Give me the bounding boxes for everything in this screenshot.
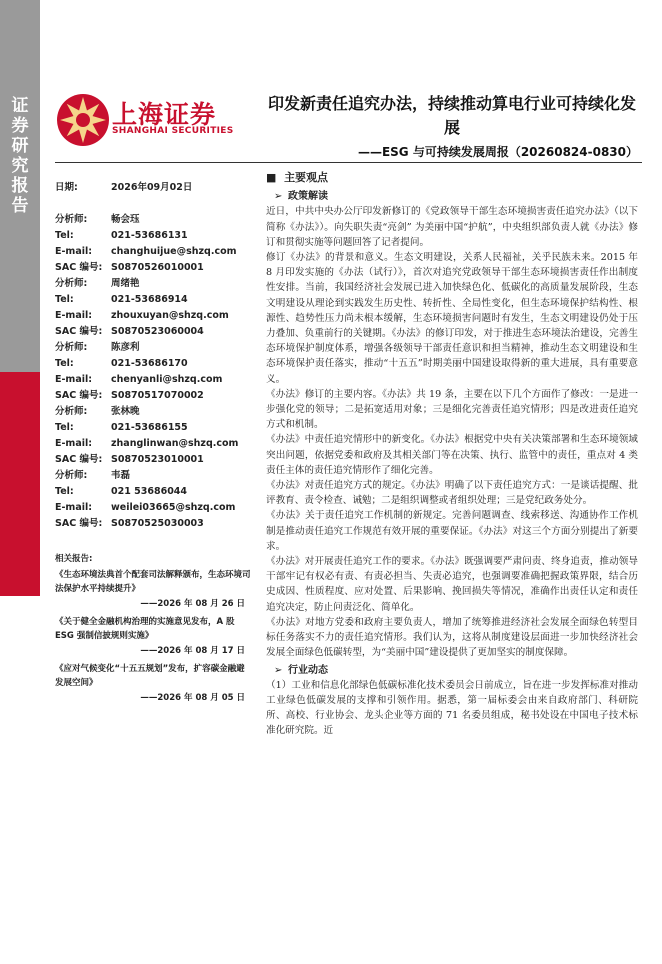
date-label: 日期: xyxy=(55,182,78,193)
paragraph: 《办法》关于责任追究工作机制的新规定。完善问题调查、线索移送、沟通协作工作机制是推动责任追究工作规范有效开展的重要保证。《办法》对这三个方面分别提出了新要求。 xyxy=(266,510,638,552)
paragraph: 《办法》修订的主要内容。《办法》共 19 条，主要在以下几个方面作了修改：一是进一步强化党的领导；二是拓宽适用对象；三是细化完善责任追究情形；四是改进责任追究方式和机制。 xyxy=(266,388,638,431)
analyst-tel-label: Tel: xyxy=(55,358,74,369)
analyst-email-row xyxy=(55,436,251,452)
related-heading: 相关报告: xyxy=(55,554,93,564)
analyst-email-label: E-mail: xyxy=(55,374,93,385)
analyst-sac-label: SAC 编号: xyxy=(55,390,103,401)
logo-text-cn: 上海证券 xyxy=(112,100,217,129)
analyst-email-row xyxy=(55,500,251,516)
analyst-sac-label: SAC 编号: xyxy=(55,518,103,529)
related-item[interactable] xyxy=(55,568,251,611)
subheading-industry xyxy=(274,663,638,678)
related-date: ——2026 年 08 月 17 日 xyxy=(140,646,245,656)
header-divider xyxy=(55,162,642,163)
main-content xyxy=(266,170,638,739)
report-subtitle: ——ESG 与可持续发展周报（20260824-0830） xyxy=(357,145,638,159)
analyst-email-row xyxy=(55,308,251,324)
paragraph: 《办法》对地方党委和政府主要负责人，增加了统筹推进经济社会发展全面绿色转型目标任务落实不力的责任追究情形。我们认为，这将从制度建设层面进一步加快经济社会发展全面绿色低碳转型，为“美丽中国”建设提供了更加坚实的制度保障。 xyxy=(266,616,638,659)
subheading-label: 政策解读 xyxy=(288,191,328,203)
paragraph: 《办法》中责任追究情形中的新变化。《办法》根据党中央有关决策部署和生态环境领域突出问题，依据党委和政府及其相关部门等在决策、执行、监管中的责任，重点对 4 类责任主体的责任追究情形作了细化完善。 xyxy=(266,434,638,476)
related-title: 《应对气候变化“十五五规划”发布，扩容碳金融避发展空间》 xyxy=(55,664,245,688)
analyst-name-row xyxy=(55,404,251,420)
analyst-list xyxy=(55,212,251,532)
square-bullet-icon: ■ xyxy=(266,171,285,184)
analyst-email-row xyxy=(55,372,251,388)
analyst-sac-row xyxy=(55,516,251,532)
analyst-sac: S0870523010001 xyxy=(111,454,204,465)
section-heading-key-points xyxy=(266,170,638,185)
analyst-tel: 021-53686914 xyxy=(111,294,188,305)
analyst-email-label: E-mail: xyxy=(55,438,93,449)
analyst-tel-label: Tel: xyxy=(55,294,74,305)
date-value: 2026年09月02日 xyxy=(111,182,193,193)
related-item[interactable] xyxy=(55,662,251,705)
analyst-sac: S0870525030003 xyxy=(111,518,204,529)
arrow-bullet-icon: ➢ xyxy=(274,191,283,203)
analyst-name: 张林晚 xyxy=(111,406,140,417)
analyst-sac-label: SAC 编号: xyxy=(55,454,103,465)
paragraph: 近日，中共中央办公厅印发新修订的《党政领导干部生态环境损害责任追究办法》（以下简称《办法》）。向失职失责“亮剑” 为美丽中国“护航”，中央组织部负责人就《办法》修订和贯彻实施等问题回答了记者提问。 xyxy=(266,206,638,248)
analyst-name-label: 分析师: xyxy=(55,214,88,225)
analyst-name-row xyxy=(55,276,251,292)
logo-text-en: SHANGHAI SECURITIES xyxy=(112,126,234,136)
analyst-name: 周绪艳 xyxy=(111,278,140,289)
analyst-tel: 021 53686044 xyxy=(111,486,188,497)
analyst-name-label: 分析师: xyxy=(55,278,88,289)
related-item[interactable] xyxy=(55,615,251,658)
analyst-email[interactable]: weilei03665@shzq.com xyxy=(111,502,236,513)
related-title: 《生态环境法典首个配套司法解释颁布，生态环境司法保护水平持续提升》 xyxy=(55,570,251,594)
related-reports xyxy=(55,552,251,705)
analyst-tel-row xyxy=(55,292,251,308)
analyst-sac-row xyxy=(55,324,251,340)
analyst-sac-row xyxy=(55,260,251,276)
analyst-tel-row xyxy=(55,484,251,500)
analyst-tel-row xyxy=(55,420,251,436)
left-info-column xyxy=(55,180,251,709)
sidebar-label-research: 证券研究报告 xyxy=(11,96,29,216)
paragraph: 修订《办法》的背景和意义。生态文明建设，关系人民福祉，关乎民族未来。2015 年 8 月印发实施的《办法（试行）》，首次对追究党政领导干部生态环境损害责任作出制度性安排。当前，我国经济社会发展已进入加快绿色化、低碳化的高质量发展阶段，生态文明建设从理论到实践发生历史性、转折性、全局性变化，但生态环境保护结构性、根源性、趋势性压力尚未根本缓解，生态环境损害问题时有发生，生态文明建设仍处于压力叠加、负重前行的关键期。《办法》的修订印发，对于推进生态环境法治建设，完善生态环境保护制度体系，增强各级领导干部责任意识和担当精神，推动生态文明建设和生态环境保护责任落实，推动“十五五”时期美丽中国建设取得新的重大进展，具有重要意义。 xyxy=(266,252,638,385)
analyst-email[interactable]: changhuijue@shzq.com xyxy=(111,246,237,257)
related-date: ——2026 年 08 月 26 日 xyxy=(140,599,245,609)
analyst-sac-row xyxy=(55,452,251,468)
analyst-name-row xyxy=(55,212,251,228)
analyst-name-label: 分析师: xyxy=(55,406,88,417)
subheading-policy xyxy=(274,189,638,204)
analyst-email[interactable]: zhanglinwan@shzq.com xyxy=(111,438,239,449)
sidebar-label-report-type: ESG与可持续发展周报 xyxy=(8,764,32,964)
analyst-sac: S0870523060004 xyxy=(111,326,204,337)
date-row xyxy=(55,180,251,196)
analyst-tel-row xyxy=(55,228,251,244)
analyst-name: 韦磊 xyxy=(111,470,131,481)
sidebar-red-band xyxy=(0,372,40,964)
report-title: 印发新责任追究办法，持续推动算电行业可持续化发展 xyxy=(267,94,636,137)
analyst-name-row xyxy=(55,340,251,356)
analyst-sac-label: SAC 编号: xyxy=(55,326,103,337)
analyst-email-label: E-mail: xyxy=(55,502,93,513)
analyst-email-row xyxy=(55,244,251,260)
analyst-tel: 021-53686170 xyxy=(111,358,188,369)
paragraph: 《办法》对开展责任追究工作的要求。《办法》既强调要严肃问责、终身追责，推动领导干部牢记有权必有责、有责必担当、失责必追究，也强调要准确把握政策界限，结合历史成因、性质程度、应对处置、后果影响、挽回损失等情况，准确作出责任认定和责任追究决定，防止问责泛化、简单化。 xyxy=(266,556,638,613)
analyst-sac: S0870526010001 xyxy=(111,262,204,273)
paragraph: 《办法》对责任追究方式的规定。《办法》明确了以下责任追究方式：一是谈话提醒、批评教育、责令检查、诫勉；二是组织调整或者组织处理；三是党纪政务处分。 xyxy=(266,480,638,507)
section-title: 主要观点 xyxy=(284,171,329,184)
related-date: ——2026 年 08 月 05 日 xyxy=(140,693,245,703)
analyst-email-label: E-mail: xyxy=(55,246,93,257)
analyst-sac: S0870517070002 xyxy=(111,390,204,401)
sidebar-gray-band xyxy=(0,0,40,372)
arrow-bullet-icon: ➢ xyxy=(274,664,283,676)
analyst-name-row xyxy=(55,468,251,484)
analyst-email[interactable]: zhouxuyan@shzq.com xyxy=(111,310,229,321)
analyst-tel: 021-53686131 xyxy=(111,230,188,241)
subheading-label: 行业动态 xyxy=(288,664,328,676)
analyst-name-label: 分析师: xyxy=(55,470,88,481)
analyst-sac-row xyxy=(55,388,251,404)
analyst-tel-label: Tel: xyxy=(55,230,74,241)
analyst-name-label: 分析师: xyxy=(55,342,88,353)
analyst-tel-label: Tel: xyxy=(55,422,74,433)
analyst-tel-label: Tel: xyxy=(55,486,74,497)
analyst-sac-label: SAC 编号: xyxy=(55,262,103,273)
paragraph: （1）工业和信息化部绿色低碳标准化技术委员会日前成立，旨在进一步发挥标准对推动工业绿色低碳发展的支撑和引领作用。据悉，第一届标委会由来自政府部门、科研院所、高校、行业协会、龙头企业等方面的 71 名委员组成，秘书处设在中国电子技术标准化研究院。近 xyxy=(266,679,638,737)
related-title: 《关于健全金融机构治理的实施意见发布，A 股 ESG 强制信披规则实施》 xyxy=(55,617,235,641)
analyst-email-label: E-mail: xyxy=(55,310,93,321)
analyst-email[interactable]: chenyanli@shzq.com xyxy=(111,374,223,385)
analyst-name: 畅会珏 xyxy=(111,214,140,225)
analyst-tel-row xyxy=(55,356,251,372)
analyst-name: 陈彦利 xyxy=(111,342,140,353)
analyst-tel: 021-53686155 xyxy=(111,422,188,433)
